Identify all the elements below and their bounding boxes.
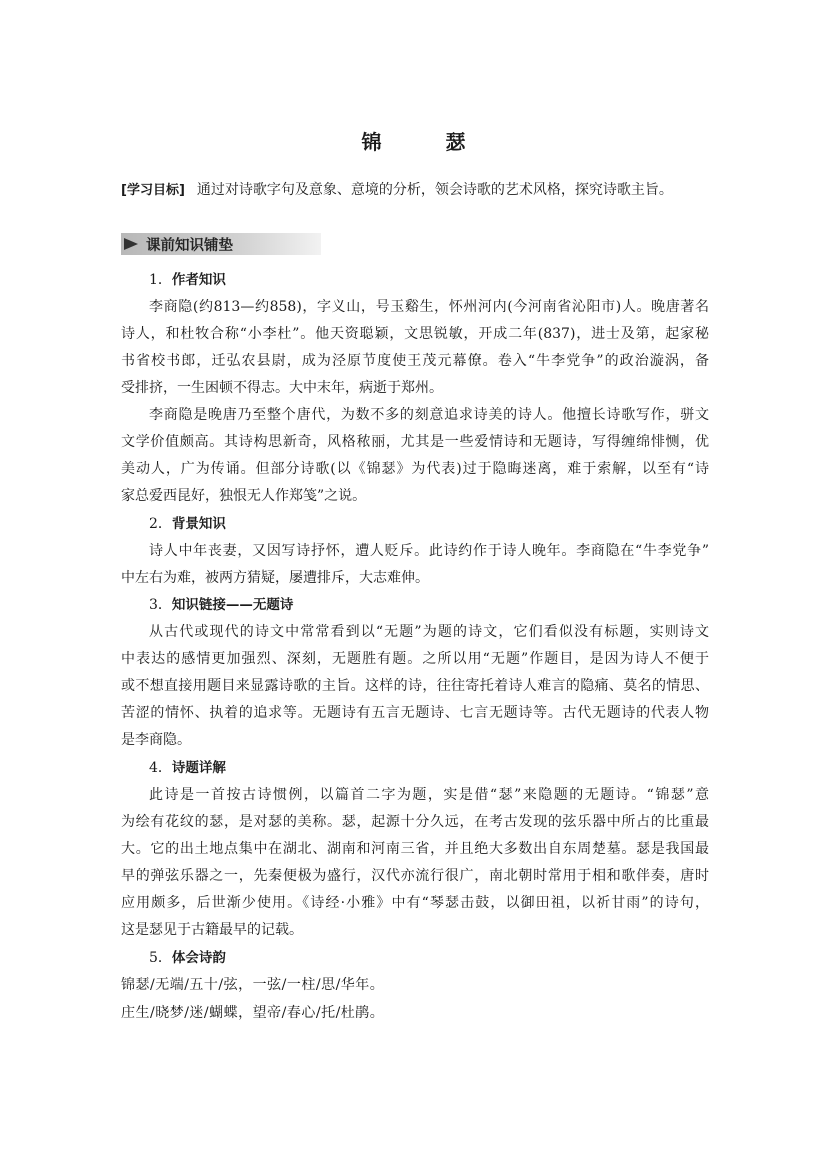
subsection-heading-author [149, 270, 226, 290]
paragraph-line: 文学价值颇高。其诗构思新奇，风格秾丽，尤其是一些爱情诗和无题诗，写得缠绵悱恻，优 [121, 434, 709, 450]
paragraph-line: 中左右为难，被两方猜疑，屡遭排斥，大志难伸。 [121, 570, 429, 586]
subsection-heading-background [149, 514, 226, 534]
paragraph-line: 大。它的出土地点集中在湖北、湖南和河南三省，并且绝大多数出自东周楚墓。瑟是我国最 [121, 841, 709, 857]
paragraph-line: 从古代或现代的诗文中常常看到以“无题”为题的诗文，它们看似没有标题，实则诗文 [149, 624, 709, 640]
subsection-heading-rhythm [149, 948, 226, 968]
poem-line: 庄生/晓梦/迷/蝴蝶，望帝/春心/托/杜鹃。 [121, 1005, 385, 1021]
paragraph-line: 诗人中年丧妻，又因写诗抒怀，遭人贬斥。此诗约作于诗人晚年。李商隐在“牛李党争” [149, 543, 709, 559]
paragraph-line: 中表达的感情更加强烈、深刻，无题胜有题。之所以用“无题”作题目，是因为诗人不便于 [121, 651, 709, 667]
subsection-title: 作者知识 [171, 272, 226, 288]
paragraph-line: 李商隐是晚唐乃至整个唐代，为数不多的刻意追求诗美的诗人。他擅长诗歌写作，骈文 [149, 407, 709, 423]
subsection-number: 2． [149, 516, 172, 532]
paragraph-line: 受排挤，一生困顿不得志。大中末年，病逝于郑州。 [121, 380, 443, 396]
paragraph-line: 书省校书郎，迁弘农县尉，成为泾原节度使王茂元幕僚。卷入“牛李党争”的政治漩涡，备 [121, 353, 709, 369]
paragraph-line: 是李商隐。 [121, 732, 191, 748]
paragraph-line: 或不想直接用题目来显露诗歌的主旨。这样的诗，往往寄托着诗人难言的隐痛、莫名的情思、 [121, 678, 709, 694]
section-header-label: 课前知识铺垫 [146, 237, 233, 254]
paragraph-line: 诗人，和杜牧合称“小李杜”。他天资聪颖，文思锐敏，开成二年(837)，进士及第，起家秘 [121, 326, 709, 342]
subsection-number: 4． [149, 760, 172, 776]
paragraph-line: 为绘有花纹的瑟，是对瑟的美称。瑟，起源十分久远，在考古发现的弦乐器中所占的比重最 [121, 814, 709, 830]
page-title: 锦 瑟 [361, 130, 488, 154]
subsection-title: 诗题详解 [171, 760, 226, 776]
poem-line: 锦瑟/无端/五十/弦，一弦/一柱/思/华年。 [121, 977, 385, 993]
paragraph-line: 早的弹弦乐器之一，先秦便极为盛行，汉代亦流行很广，南北朝时常用于相和歌伴奏，唐时 [121, 868, 709, 884]
paragraph-line: 美动人，广为传诵。但部分诗歌(以《锦瑟》为代表)过于隐晦迷离，难于索解，以至有“诗 [121, 461, 709, 477]
subsection-heading-title-explained [149, 758, 226, 778]
subsection-title: 背景知识 [171, 516, 226, 532]
subsection-number: 3． [149, 597, 172, 613]
paragraph-line: 家总爱西昆好，独恨无人作郑笺”之说。 [121, 488, 367, 504]
subsection-title: 体会诗韵 [171, 950, 226, 966]
learning-goal [121, 179, 721, 199]
paragraph-line: 应用颇多，后世渐少使用。《诗经·小雅》中有“琴瑟击鼓，以御田祖，以祈甘雨”的诗句， [121, 895, 709, 911]
subsection-number: 1． [149, 272, 172, 288]
paragraph-line: 这是瑟见于古籍最早的记载。 [121, 922, 303, 938]
arrow-marker-icon [124, 238, 138, 250]
paragraph-line: 苦涩的情怀、执着的追求等。无题诗有五言无题诗、七言无题诗等。古代无题诗的代表人物 [121, 705, 709, 721]
subsection-title: 知识链接——无题诗 [171, 597, 294, 613]
paragraph-line: 李商隐(约813—约858)，字义山，号玉谿生，怀州河内(今河南省沁阳市)人。晚唐著名 [149, 299, 709, 315]
learning-goal-tag: [学习目标] [121, 183, 185, 198]
learning-goal-text: 通过对诗歌字句及意象、意境的分析，领会诗歌的艺术风格，探究诗歌主旨。 [196, 182, 673, 198]
section-header [121, 233, 321, 255]
subsection-number: 5． [149, 950, 172, 966]
paragraph-line: 此诗是一首按古诗惯例，以篇首二字为题，实是借“瑟”来隐题的无题诗。“锦瑟”意 [149, 787, 709, 803]
subsection-heading-link [149, 595, 293, 615]
